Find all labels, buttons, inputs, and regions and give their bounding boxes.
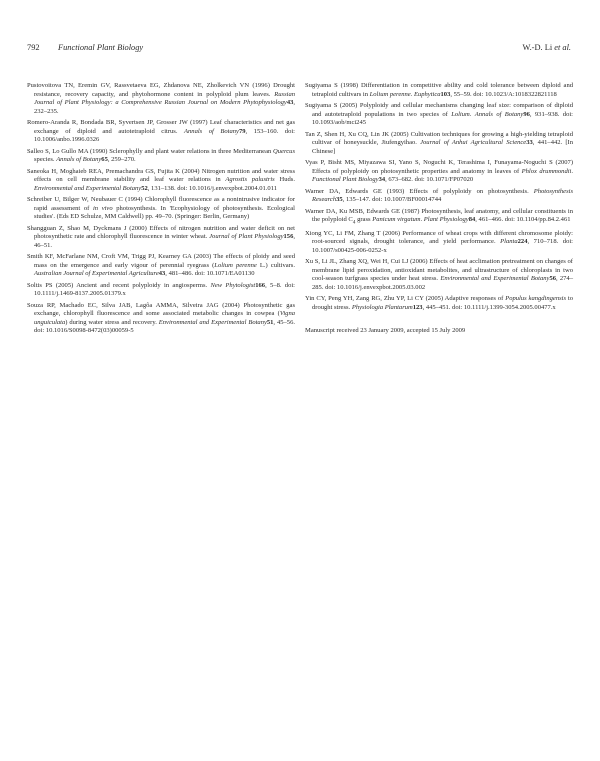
- reference-entry: [27, 253, 295, 279]
- reference-text: Warner DA, Edwards GE (1993) Effects of polyploidy on photosynthesis.: [305, 187, 534, 195]
- reference-volume: 52: [141, 184, 148, 192]
- running-author: [522, 43, 571, 52]
- reference-volume: 96: [523, 110, 530, 118]
- reference-text: Xiong YC, Li FM, Zhang T (2006) Performance of wheat crops with different chromosome ploidy: root-sourced signals, drought tolerance, and yield performance.: [305, 229, 573, 246]
- reference-volume: 35: [336, 196, 343, 204]
- running-header: [27, 43, 571, 55]
- reference-italic: in vivo: [92, 204, 113, 212]
- reference-journal: Planta: [500, 238, 518, 246]
- reference-volume: 51: [266, 318, 274, 326]
- reference-entry: [305, 131, 573, 157]
- reference-entry: [305, 188, 573, 205]
- reference-journal: Australian Journal of Experimental Agriculture: [34, 270, 159, 278]
- reference-volume: 156: [283, 233, 294, 241]
- reference-italic: Phlox drummondii: [521, 167, 572, 175]
- page-number: 792: [27, 43, 40, 52]
- reference-entry: [27, 196, 295, 222]
- reference-text: Warner DA, Ku MSB, Edwards GE (1987) Photosynthesis, leaf anatomy, and cellular constituents in the polyploid C: [305, 207, 573, 224]
- reference-italic: Lolium: [451, 110, 470, 118]
- reference-journal: Journal of Plant Physiology: [209, 233, 284, 241]
- reference-volume: 123: [412, 304, 423, 311]
- reference-journal: Journal of Anhui Agricultural Science: [420, 139, 527, 147]
- reference-volume: 34: [378, 176, 386, 184]
- reference-text: ) during water stress and recovery.: [65, 318, 159, 326]
- reference-journal: Annals of Botany: [474, 110, 524, 118]
- reference-pages: , 710–718. doi: 10.1007/s00425-006-0252-x: [312, 238, 573, 254]
- reference-pages: , 441–442. [In Chinese]: [312, 139, 573, 155]
- reference-volume: 56: [549, 275, 556, 283]
- reference-text: Yin CY, Peng YH, Zang RG, Zhu YP, Li CY (2005) Adaptive responses of: [305, 295, 506, 303]
- reference-volume: 166: [255, 281, 266, 289]
- reference-pages: , 55–59. doi: 10.1023/A:1018322821118: [450, 90, 557, 98]
- reference-journal: Photosynthesis Research: [312, 187, 573, 204]
- reference-italic: Populus kangdingensis: [505, 295, 567, 303]
- reference-pages: , 46–51.: [34, 233, 295, 249]
- journal-title: Functional Plant Biology: [58, 43, 144, 52]
- reference-text: .: [420, 216, 424, 224]
- reference-journal: Environmental and Experimental Botany: [158, 318, 267, 326]
- reference-text: Sugiyama S (2005) Polyploidy and cellular mechanisms changing leaf size: comparison of diploid and autotetraploid populations in two species of: [305, 101, 573, 118]
- reference-journal: Environmental and Experimental Botany: [34, 184, 142, 192]
- reference-pages: , 5–8. doi: 10.1111/j.1469-8137.2005.01379.x: [34, 281, 295, 298]
- reference-text: Sugiyama S (1998) Differentiation in competitive ability and cold tolerance between diploid and tetraploid cultivars in: [305, 82, 573, 98]
- reference-text: Smith KF, McFarlane NM, Croft VM, Trigg PJ, Kearney GA (2003) The effects of ploidy and seed mass on the emergence and early vigour of perennial ryegrass (: [27, 253, 295, 269]
- reference-entry: [27, 225, 295, 251]
- reference-entry: [305, 295, 573, 312]
- reference-text: Xu S, Li JL, Zhang XQ, Wei H, Cui LJ (2006) Effects of heat acclimation pretreatment on changes of membrane lipid peroxidation, antioxidant metabolites, and ultrastructure of chloroplasts in two cool-season turfgrass species under heat stress.: [305, 258, 573, 283]
- reference-text: Pustovoitova TN, Eremin GV, Rassvetaeva EG, Zhdanova NE, Zholkevich VN (1996) Drought resistance, recovery capacity, and phytohormone content in polyploid plum leaves.: [27, 82, 295, 98]
- reference-journal: Russian Journal of Plant Physiology: a Comprehensive Russian Journal on Modern Phytophysiology: [34, 90, 295, 107]
- reference-pages: , 931–938. doi: 10.1093/aob/mci245: [312, 110, 573, 127]
- reference-pages: , 45–56. doi: 10.1016/S0098-8472(03)00059-5: [34, 318, 295, 335]
- reference-column-left: [27, 82, 295, 339]
- reference-entry: [305, 102, 573, 128]
- running-author-suffix: et al.: [554, 43, 571, 52]
- reference-journal: Environmental and Experimental Botany: [440, 275, 550, 283]
- reference-volume: 43: [286, 99, 294, 107]
- reference-volume: 43: [158, 270, 166, 278]
- reference-text: Shangguan Z, Shao M, Dyckmans J (2000) Effects of nitrogen nutrition and water deficit on net photosynthetic rate and chlorophyll fluorescence in winter wheat.: [27, 224, 295, 241]
- reference-entry: [305, 208, 573, 227]
- reference-text: L.) cultivars.: [256, 261, 295, 269]
- reference-subscript: 4: [352, 219, 356, 226]
- reference-pages: , 481–486. doi: 10.1071/EA01130: [165, 270, 255, 278]
- reference-journal: New Phytologist: [210, 281, 256, 289]
- reference-pages: , 274–285. doi: 10.1016/j.envexpbot.2005.03.002: [312, 275, 573, 292]
- reference-pages: , 673–682. doi: 10.1071/FP07020: [385, 176, 474, 184]
- reference-text: Soltis PS (2005) Ancient and recent polyploidy in angiosperms.: [27, 281, 211, 289]
- reference-entry: [305, 159, 573, 185]
- reference-volume: 33: [526, 139, 533, 147]
- reference-text: Salleo S, Lo Gullo MA (1990) Sclerophylly and plant water relations in three Mediterranean: [27, 147, 274, 155]
- reference-entry: [27, 168, 295, 194]
- reference-pages: , 153–160. doi: 10.1006/anbo.1996.0326: [34, 127, 295, 144]
- reference-text: Vyas P, Bisht MS, Miyazawa SI, Yano S, Noguchi K, Terashima I, Funayama-Noguchi S (2007) Effects of polyploidy on photosynthetic properties and anatomy in leaves of: [305, 159, 573, 175]
- reference-volume: 65: [101, 156, 108, 164]
- reference-text: .: [571, 167, 574, 175]
- reference-pages: , 445–451. doi: 10.1111/j.1399-3054.2005.00477.x: [422, 304, 556, 311]
- reference-italic: Quercus: [273, 147, 295, 155]
- reference-journal: Annals of Botany: [184, 127, 239, 135]
- reference-text: Souza RP, Machado EC, Silva JAB, Lagôa AMMA, Silveira JAG (2004) Photosynthetic gas exchange, chlorophyll fluorescence and some associated metabolic changes in cowpea (: [27, 301, 295, 318]
- reference-volume: 224: [517, 238, 528, 246]
- reference-entry: [27, 82, 295, 116]
- reference-pages: , 135–147. doi: 10.1007/BF00014744: [342, 196, 442, 204]
- reference-text: .: [469, 110, 475, 118]
- reference-entry: [305, 258, 573, 292]
- reference-entry: [27, 119, 295, 145]
- reference-entry: [27, 302, 295, 336]
- reference-volume: 84: [468, 216, 476, 224]
- manuscript-received-note: Manuscript received 23 January 2009, accepted 15 July 2009: [305, 326, 466, 334]
- reference-pages: , 259–270.: [107, 156, 136, 164]
- reference-volume: 79: [238, 127, 246, 135]
- reference-pages: , 131–138. doi: 10.1016/j.envexpbot.2004.01.011: [147, 184, 277, 192]
- reference-text: Romero-Aranda R, Bondada BR, Syvertsen JP, Grosser JW (1997) Leaf characteristics and net gas exchange of diploid and autotetraploid citrus.: [27, 119, 295, 135]
- reference-italic: Panicum virgatum: [372, 216, 421, 224]
- reference-italic: Lolium perenne: [369, 90, 411, 98]
- reference-volume: 103: [440, 90, 451, 98]
- reference-journal: Physiologia Plantarum: [351, 304, 413, 311]
- reference-text: to drought stress.: [312, 295, 573, 311]
- reference-list-right: [305, 82, 573, 313]
- reference-italic: Vigna unguiculata: [34, 310, 295, 326]
- reference-text: Schreiber U, Bilger W, Neubauer C (1994) Chlorophyll fluorescence as a nonintrusive indicator for rapid assessment of: [27, 196, 295, 212]
- reference-italic: Lolium perenne: [214, 261, 257, 269]
- reference-column-right: [305, 82, 573, 335]
- running-author-name: W.-D. Li: [522, 43, 553, 52]
- reference-text: Tan Z, Shen H, Xu CQ, Lin JK (2005) Cultivation techniques for growing a high-yielding tetraploid cultivar of honeysuckle, Jiufengyihao.: [305, 130, 573, 147]
- reference-italic: Agrostis palustris: [225, 176, 275, 184]
- reference-entry: [27, 282, 295, 299]
- reference-journal: Functional Plant Biology: [312, 176, 379, 184]
- reference-pages: , 461–466. doi: 10.1104/pp.84.2.461: [475, 216, 571, 224]
- reference-pages: , 232–235.: [34, 99, 295, 115]
- reference-text: species.: [34, 156, 57, 164]
- reference-text: grass: [355, 216, 373, 224]
- reference-entry: [305, 82, 573, 99]
- reference-journal: Euphytica: [413, 90, 441, 98]
- reference-text: .: [410, 90, 414, 98]
- reference-text: photosynthesis. In 'Ecophysiology of photosynthesis. Ecological studies'. (Eds ED Schulze, MM Caldwell) pp. 49–70. (Springer: Berlin, Germany): [34, 204, 295, 221]
- reference-text: Huds.: [274, 176, 295, 184]
- reference-journal: Annals of Botany: [56, 156, 102, 164]
- reference-text: Saneoka H, Moghaieb REA, Premachandra GS, Fujita K (2004) Nitrogen nutrition and water stress effects on cell membrane stability and leaf water relations in: [27, 167, 295, 184]
- reference-entry: [305, 230, 573, 256]
- reference-entry: [27, 148, 295, 165]
- reference-journal: Plant Physiology: [423, 216, 469, 224]
